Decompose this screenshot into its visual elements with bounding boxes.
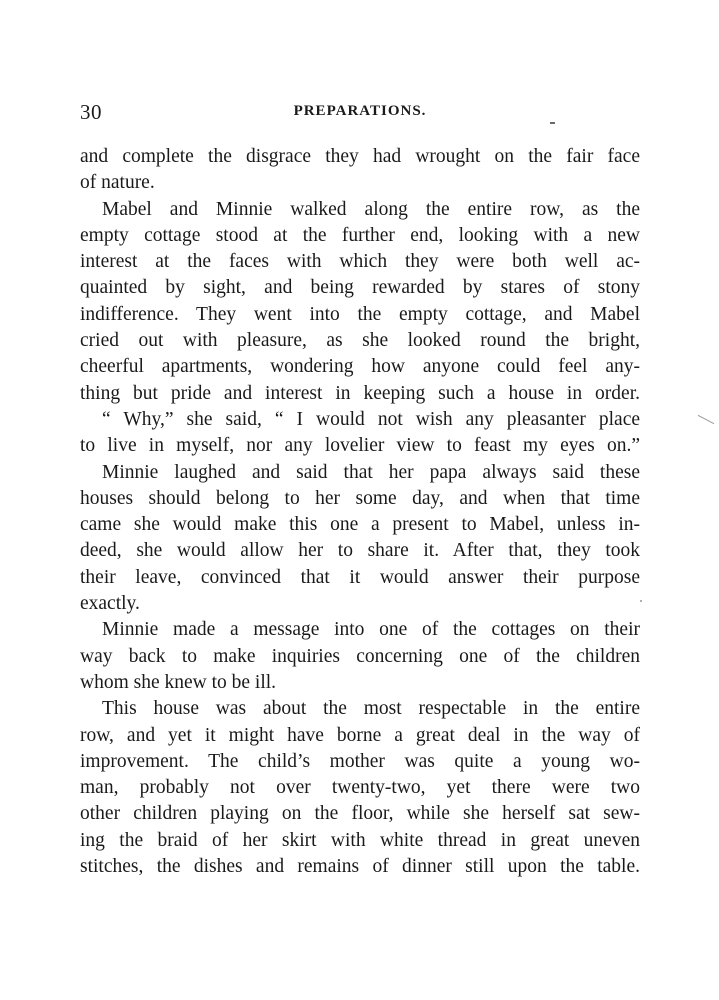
text-line: interest at the faces with which they were both well ac- <box>80 251 640 273</box>
text-line: cheerful apartments, wondering how anyone could feel any- <box>80 356 640 378</box>
text-line: This house was about the most respectable in the entire <box>102 698 640 720</box>
text-line: stitches, the dishes and remains of dinner still upon the table. <box>80 856 640 878</box>
paragraph-3 <box>80 407 640 460</box>
text-line: whom she knew to be ill. <box>80 671 277 693</box>
paragraph-2 <box>80 197 640 407</box>
text-line: row, and yet it might have borne a great deal in the way of <box>80 724 640 746</box>
text-line: cried out with pleasure, as she looked round the bright, <box>80 330 640 352</box>
paragraph-6 <box>80 696 640 880</box>
text-line: quainted by sight, and being rewarded by stares of stony <box>80 277 640 299</box>
text-line: deed, she would allow her to share it. After that, they took <box>80 540 640 562</box>
text-line: of nature. <box>80 172 155 194</box>
paragraph-1 <box>80 144 640 197</box>
print-speck <box>550 122 555 124</box>
running-head <box>80 100 640 132</box>
text-line: came she would make this one a present to Mabel, unless in- <box>80 514 640 536</box>
page-number: 30 <box>80 100 102 124</box>
text-line: Minnie made a message into one of the cottages on their <box>102 619 640 641</box>
text-line: improvement. The child’s mother was quite a young wo- <box>80 750 640 772</box>
body-text <box>80 144 640 880</box>
text-line: and complete the disgrace they had wrought on the fair face <box>80 146 640 167</box>
text-line: their leave, convinced that it would answer their purpose <box>80 566 640 588</box>
text-line: thing but pride and interest in keeping such a house in order. <box>80 382 640 404</box>
text-line: indifference. They went into the empty cottage, and Mabel <box>80 303 640 325</box>
text-line: Minnie laughed and said that her papa always said these <box>102 461 640 483</box>
text-line: Mabel and Minnie walked along the entire row, as the <box>102 198 640 220</box>
print-speck <box>640 600 642 602</box>
text-line: to live in myself, nor any lovelier view to feast my eyes on.” <box>80 435 640 457</box>
paragraph-5 <box>80 617 640 696</box>
text-line: way back to make inquiries concerning one of the children <box>80 645 640 667</box>
text-line: ing the braid of her skirt with white thread in great uneven <box>80 829 640 851</box>
text-line: other children playing on the floor, while she herself sat sew- <box>80 803 640 825</box>
text-line: empty cottage stood at the further end, looking with a new <box>80 224 640 246</box>
running-title: PREPARATIONS. <box>293 103 427 119</box>
text-line: houses should belong to her some day, and when that time <box>80 487 640 509</box>
text-line: man, probably not over twenty-two, yet there were two <box>80 777 640 799</box>
print-speck <box>698 415 714 424</box>
text-line: exactly. <box>80 593 140 615</box>
text-line: “ Why,” she said, “ I would not wish any pleasanter place <box>102 408 640 430</box>
paragraph-4 <box>80 460 640 618</box>
